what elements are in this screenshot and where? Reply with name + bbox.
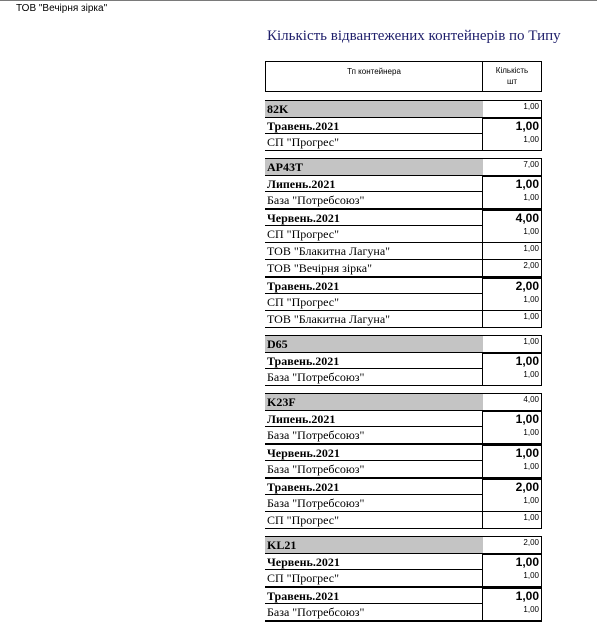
table-header	[265, 61, 542, 92]
group-spacer	[265, 529, 542, 536]
report-table-body	[265, 100, 542, 621]
client-row	[265, 604, 542, 621]
month-row-quantity: 1,00	[483, 175, 542, 192]
month-row-label: Травень.2021	[265, 587, 483, 604]
container-type-row-quantity: 1,00	[483, 100, 542, 117]
report-title: Кількість відвантежених контейнерів по Типу	[267, 28, 561, 44]
client-row-label: ТОВ "Вечірня зірка"	[265, 260, 483, 277]
client-row-quantity: 1,00	[483, 243, 542, 260]
month-row-quantity: 4,00	[483, 209, 542, 226]
client-row-quantity: 1,00	[483, 192, 542, 209]
container-type-row-quantity: 7,00	[483, 158, 542, 175]
client-row-quantity: 1,00	[483, 311, 542, 328]
month-row	[265, 175, 542, 192]
client-row	[265, 226, 542, 243]
container-type-row-label: 82K	[265, 100, 483, 117]
client-row	[265, 495, 542, 512]
month-row-label: Червень.2021	[265, 209, 483, 226]
group-spacer	[265, 386, 542, 393]
month-row	[265, 117, 542, 134]
container-type-row-quantity: 1,00	[483, 335, 542, 352]
column-header-qty-line2: шт	[506, 77, 518, 86]
column-header-type: Тп контейнера	[265, 61, 483, 92]
month-row	[265, 553, 542, 570]
month-row	[265, 444, 542, 461]
month-row	[265, 352, 542, 369]
container-type-row	[265, 158, 542, 175]
month-row-label: Травень.2021	[265, 117, 483, 134]
client-row-quantity: 1,00	[483, 512, 542, 529]
month-row-label: Травень.2021	[265, 478, 483, 495]
client-row-label: База "Потребсоюз"	[265, 461, 483, 478]
client-row-label: ТОВ "Блакитна Лагуна"	[265, 311, 483, 328]
client-row	[265, 294, 542, 311]
client-row-label: СП "Прогрес"	[265, 134, 483, 151]
client-row	[265, 427, 542, 444]
client-row-quantity: 1,00	[483, 226, 542, 243]
client-row-quantity: 1,00	[483, 427, 542, 444]
client-row-quantity: 1,00	[483, 495, 542, 512]
client-row-quantity: 2,00	[483, 260, 542, 277]
client-row-label: База "Потребсоюз"	[265, 369, 483, 386]
month-row-label: Травень.2021	[265, 277, 483, 294]
container-type-row	[265, 536, 542, 553]
container-type-row-label: D65	[265, 335, 483, 352]
client-row-label: СП "Прогрес"	[265, 226, 483, 243]
container-type-row-quantity: 4,00	[483, 393, 542, 410]
month-row-quantity: 1,00	[483, 352, 542, 369]
container-type-row-label: AP43T	[265, 158, 483, 175]
client-row	[265, 134, 542, 151]
client-row	[265, 192, 542, 209]
table-bottom-border	[265, 621, 542, 622]
month-row-label: Липень.2021	[265, 175, 483, 192]
client-row-label: База "Потребсоюз"	[265, 192, 483, 209]
client-row-label: СП "Прогрес"	[265, 294, 483, 311]
month-row-quantity: 1,00	[483, 410, 542, 427]
client-row-label: База "Потребсоюз"	[265, 604, 483, 621]
group-spacer	[265, 151, 542, 158]
client-row	[265, 311, 542, 328]
client-row	[265, 461, 542, 478]
client-row	[265, 570, 542, 587]
client-row-label: ТОВ "Блакитна Лагуна"	[265, 243, 483, 260]
group-spacer	[265, 328, 542, 335]
client-row	[265, 369, 542, 386]
month-row	[265, 209, 542, 226]
column-header-qty-line1: Кількість	[495, 66, 529, 75]
client-row-quantity: 1,00	[483, 570, 542, 587]
month-row-label: Червень.2021	[265, 444, 483, 461]
client-row	[265, 512, 542, 529]
month-row-quantity: 1,00	[483, 553, 542, 570]
month-row-label: Липень.2021	[265, 410, 483, 427]
client-row	[265, 260, 542, 277]
container-type-row-label: K23F	[265, 393, 483, 410]
container-type-row	[265, 100, 542, 117]
client-row-quantity: 1,00	[483, 369, 542, 386]
container-type-row-label: KL21	[265, 536, 483, 553]
client-row-label: База "Потребсоюз"	[265, 495, 483, 512]
client-row	[265, 243, 542, 260]
month-row	[265, 587, 542, 604]
month-row-quantity: 1,00	[483, 444, 542, 461]
client-row-label: СП "Прогрес"	[265, 512, 483, 529]
month-row	[265, 410, 542, 427]
month-row-quantity: 2,00	[483, 478, 542, 495]
client-row-quantity: 1,00	[483, 604, 542, 621]
month-row	[265, 277, 542, 294]
client-row-quantity: 1,00	[483, 134, 542, 151]
container-type-row-quantity: 2,00	[483, 536, 542, 553]
client-row-label: СП "Прогрес"	[265, 570, 483, 587]
container-type-row	[265, 335, 542, 352]
company-name: ТОВ "Вечірня зірка"	[16, 3, 108, 14]
month-row	[265, 478, 542, 495]
client-row-quantity: 1,00	[483, 461, 542, 478]
month-row-label: Травень.2021	[265, 352, 483, 369]
month-row-quantity: 1,00	[483, 117, 542, 134]
container-type-row	[265, 393, 542, 410]
month-row-quantity: 1,00	[483, 587, 542, 604]
column-header-qty	[483, 61, 542, 92]
month-row-quantity: 2,00	[483, 277, 542, 294]
month-row-label: Червень.2021	[265, 553, 483, 570]
client-row-label: База "Потребсоюз"	[265, 427, 483, 444]
client-row-quantity: 1,00	[483, 294, 542, 311]
